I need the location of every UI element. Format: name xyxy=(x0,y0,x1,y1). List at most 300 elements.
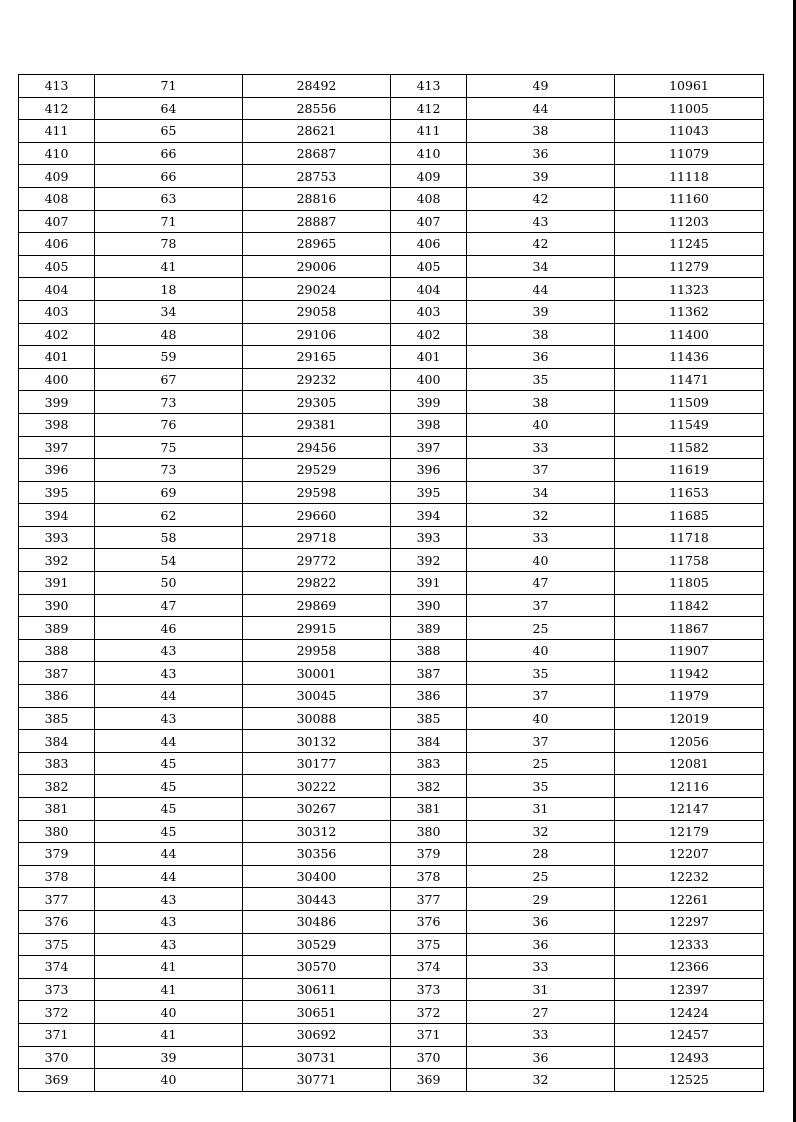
cell-score-b: 397 xyxy=(391,436,467,459)
cell-count-a: 58 xyxy=(95,526,243,549)
table-row xyxy=(19,300,764,323)
cell-count-b: 32 xyxy=(467,820,615,843)
cell-score-a: 384 xyxy=(19,730,95,753)
table-row xyxy=(19,572,764,595)
cell-count-b: 44 xyxy=(467,278,615,301)
cell-count-a: 59 xyxy=(95,346,243,369)
cell-score-a: 377 xyxy=(19,888,95,911)
cell-cumulative-b: 12397 xyxy=(615,978,764,1001)
cell-cumulative-b: 11685 xyxy=(615,504,764,527)
cell-cumulative-a: 29718 xyxy=(243,526,391,549)
cell-count-b: 38 xyxy=(467,391,615,414)
table-row xyxy=(19,1023,764,1046)
table-row xyxy=(19,1046,764,1069)
cell-score-b: 396 xyxy=(391,459,467,482)
cell-score-a: 407 xyxy=(19,210,95,233)
cell-cumulative-b: 11549 xyxy=(615,413,764,436)
cell-score-a: 408 xyxy=(19,187,95,210)
cell-score-a: 400 xyxy=(19,368,95,391)
cell-cumulative-b: 11203 xyxy=(615,210,764,233)
cell-cumulative-b: 12457 xyxy=(615,1023,764,1046)
table-row xyxy=(19,933,764,956)
cell-cumulative-b: 11160 xyxy=(615,187,764,210)
cell-cumulative-a: 30001 xyxy=(243,662,391,685)
cell-count-a: 48 xyxy=(95,323,243,346)
cell-count-a: 44 xyxy=(95,865,243,888)
cell-cumulative-b: 12297 xyxy=(615,910,764,933)
cell-cumulative-b: 11942 xyxy=(615,662,764,685)
cell-score-b: 402 xyxy=(391,323,467,346)
cell-count-a: 43 xyxy=(95,888,243,911)
cell-score-b: 394 xyxy=(391,504,467,527)
cell-score-a: 388 xyxy=(19,639,95,662)
cell-score-b: 411 xyxy=(391,120,467,143)
cell-cumulative-a: 29822 xyxy=(243,572,391,595)
cell-score-b: 404 xyxy=(391,278,467,301)
cell-score-b: 369 xyxy=(391,1069,467,1092)
cell-count-b: 36 xyxy=(467,1046,615,1069)
cell-cumulative-a: 30529 xyxy=(243,933,391,956)
cell-cumulative-a: 30771 xyxy=(243,1069,391,1092)
cell-cumulative-a: 29529 xyxy=(243,459,391,482)
cell-score-b: 410 xyxy=(391,142,467,165)
cell-score-b: 395 xyxy=(391,481,467,504)
cell-cumulative-a: 29915 xyxy=(243,617,391,640)
cell-cumulative-a: 30177 xyxy=(243,752,391,775)
cell-score-a: 376 xyxy=(19,910,95,933)
cell-count-a: 43 xyxy=(95,639,243,662)
cell-cumulative-a: 30267 xyxy=(243,798,391,821)
cell-count-b: 32 xyxy=(467,1069,615,1092)
cell-count-b: 39 xyxy=(467,300,615,323)
cell-score-b: 379 xyxy=(391,843,467,866)
cell-count-a: 43 xyxy=(95,910,243,933)
cell-count-b: 37 xyxy=(467,459,615,482)
cell-score-b: 375 xyxy=(391,933,467,956)
cell-cumulative-a: 30400 xyxy=(243,865,391,888)
cell-count-b: 35 xyxy=(467,368,615,391)
cell-cumulative-a: 28887 xyxy=(243,210,391,233)
cell-cumulative-a: 29058 xyxy=(243,300,391,323)
cell-count-b: 37 xyxy=(467,685,615,708)
cell-cumulative-a: 29165 xyxy=(243,346,391,369)
cell-count-a: 65 xyxy=(95,120,243,143)
cell-count-b: 39 xyxy=(467,165,615,188)
cell-count-b: 40 xyxy=(467,639,615,662)
cell-count-a: 66 xyxy=(95,142,243,165)
cell-cumulative-a: 29024 xyxy=(243,278,391,301)
cell-cumulative-b: 11619 xyxy=(615,459,764,482)
cell-score-a: 392 xyxy=(19,549,95,572)
cell-score-b: 405 xyxy=(391,255,467,278)
cell-count-b: 28 xyxy=(467,843,615,866)
cell-count-a: 45 xyxy=(95,798,243,821)
cell-count-a: 43 xyxy=(95,933,243,956)
cell-cumulative-b: 11436 xyxy=(615,346,764,369)
cell-score-a: 381 xyxy=(19,798,95,821)
cell-score-b: 381 xyxy=(391,798,467,821)
cell-count-a: 63 xyxy=(95,187,243,210)
cell-cumulative-a: 30651 xyxy=(243,1001,391,1024)
table-row xyxy=(19,843,764,866)
cell-cumulative-a: 30356 xyxy=(243,843,391,866)
cell-cumulative-b: 12179 xyxy=(615,820,764,843)
cell-cumulative-b: 11245 xyxy=(615,233,764,256)
table-row xyxy=(19,685,764,708)
table-row xyxy=(19,481,764,504)
cell-score-b: 376 xyxy=(391,910,467,933)
cell-score-b: 408 xyxy=(391,187,467,210)
cell-cumulative-a: 29660 xyxy=(243,504,391,527)
cell-cumulative-b: 11582 xyxy=(615,436,764,459)
table-row xyxy=(19,594,764,617)
table-row xyxy=(19,436,764,459)
cell-cumulative-b: 12525 xyxy=(615,1069,764,1092)
cell-score-b: 392 xyxy=(391,549,467,572)
cell-count-a: 54 xyxy=(95,549,243,572)
table-row xyxy=(19,142,764,165)
cell-count-a: 45 xyxy=(95,752,243,775)
cell-score-a: 385 xyxy=(19,707,95,730)
cell-count-a: 64 xyxy=(95,97,243,120)
cell-score-b: 389 xyxy=(391,617,467,640)
cell-cumulative-a: 30222 xyxy=(243,775,391,798)
cell-count-b: 44 xyxy=(467,97,615,120)
cell-count-b: 36 xyxy=(467,346,615,369)
cell-cumulative-b: 12207 xyxy=(615,843,764,866)
cell-cumulative-a: 29772 xyxy=(243,549,391,572)
cell-score-a: 390 xyxy=(19,594,95,617)
cell-score-a: 396 xyxy=(19,459,95,482)
cell-cumulative-b: 11043 xyxy=(615,120,764,143)
table-row xyxy=(19,120,764,143)
cell-score-b: 401 xyxy=(391,346,467,369)
cell-score-b: 382 xyxy=(391,775,467,798)
cell-score-b: 384 xyxy=(391,730,467,753)
cell-count-a: 44 xyxy=(95,685,243,708)
cell-count-a: 18 xyxy=(95,278,243,301)
cell-cumulative-a: 30486 xyxy=(243,910,391,933)
cell-count-b: 43 xyxy=(467,210,615,233)
cell-count-b: 38 xyxy=(467,323,615,346)
table-row xyxy=(19,413,764,436)
cell-score-a: 393 xyxy=(19,526,95,549)
table-body xyxy=(19,75,764,1092)
cell-cumulative-a: 30611 xyxy=(243,978,391,1001)
cell-score-a: 394 xyxy=(19,504,95,527)
cell-score-a: 409 xyxy=(19,165,95,188)
cell-count-b: 34 xyxy=(467,481,615,504)
cell-cumulative-a: 30731 xyxy=(243,1046,391,1069)
cell-score-b: 387 xyxy=(391,662,467,685)
cell-cumulative-a: 30132 xyxy=(243,730,391,753)
cell-score-a: 382 xyxy=(19,775,95,798)
cell-cumulative-b: 11279 xyxy=(615,255,764,278)
cell-cumulative-a: 29305 xyxy=(243,391,391,414)
cell-count-a: 39 xyxy=(95,1046,243,1069)
cell-score-b: 374 xyxy=(391,956,467,979)
cell-cumulative-b: 11118 xyxy=(615,165,764,188)
cell-cumulative-b: 11718 xyxy=(615,526,764,549)
cell-score-b: 370 xyxy=(391,1046,467,1069)
table-row xyxy=(19,865,764,888)
cell-score-a: 379 xyxy=(19,843,95,866)
table-row xyxy=(19,820,764,843)
cell-score-b: 412 xyxy=(391,97,467,120)
cell-count-a: 45 xyxy=(95,820,243,843)
cell-cumulative-a: 29232 xyxy=(243,368,391,391)
cell-cumulative-a: 30692 xyxy=(243,1023,391,1046)
cell-count-b: 34 xyxy=(467,255,615,278)
cell-score-b: 385 xyxy=(391,707,467,730)
cell-score-b: 399 xyxy=(391,391,467,414)
cell-score-b: 388 xyxy=(391,639,467,662)
cell-score-a: 413 xyxy=(19,75,95,98)
table-row xyxy=(19,978,764,1001)
cell-cumulative-b: 11867 xyxy=(615,617,764,640)
cell-count-b: 37 xyxy=(467,730,615,753)
table-row xyxy=(19,910,764,933)
cell-count-a: 40 xyxy=(95,1001,243,1024)
table-row xyxy=(19,278,764,301)
cell-count-a: 43 xyxy=(95,707,243,730)
cell-count-a: 41 xyxy=(95,956,243,979)
cell-count-b: 31 xyxy=(467,798,615,821)
cell-count-b: 35 xyxy=(467,775,615,798)
cell-score-a: 373 xyxy=(19,978,95,1001)
cell-cumulative-b: 11907 xyxy=(615,639,764,662)
cell-count-a: 40 xyxy=(95,1069,243,1092)
cell-cumulative-b: 11400 xyxy=(615,323,764,346)
score-distribution-table xyxy=(18,74,764,1092)
cell-count-b: 31 xyxy=(467,978,615,1001)
cell-cumulative-a: 30570 xyxy=(243,956,391,979)
cell-score-b: 390 xyxy=(391,594,467,617)
cell-count-a: 73 xyxy=(95,391,243,414)
table-row xyxy=(19,323,764,346)
cell-count-a: 50 xyxy=(95,572,243,595)
cell-cumulative-b: 11979 xyxy=(615,685,764,708)
cell-count-a: 78 xyxy=(95,233,243,256)
cell-cumulative-a: 29106 xyxy=(243,323,391,346)
cell-count-a: 43 xyxy=(95,662,243,685)
table-row xyxy=(19,888,764,911)
cell-count-a: 45 xyxy=(95,775,243,798)
cell-cumulative-a: 28687 xyxy=(243,142,391,165)
cell-count-a: 41 xyxy=(95,978,243,1001)
cell-score-a: 369 xyxy=(19,1069,95,1092)
cell-count-a: 76 xyxy=(95,413,243,436)
table-row xyxy=(19,504,764,527)
cell-cumulative-b: 11079 xyxy=(615,142,764,165)
cell-cumulative-b: 12056 xyxy=(615,730,764,753)
cell-count-b: 37 xyxy=(467,594,615,617)
cell-count-a: 73 xyxy=(95,459,243,482)
cell-score-a: 395 xyxy=(19,481,95,504)
cell-count-b: 42 xyxy=(467,187,615,210)
cell-score-a: 387 xyxy=(19,662,95,685)
cell-count-b: 40 xyxy=(467,707,615,730)
cell-count-b: 36 xyxy=(467,142,615,165)
cell-score-b: 407 xyxy=(391,210,467,233)
cell-cumulative-b: 12261 xyxy=(615,888,764,911)
cell-score-b: 372 xyxy=(391,1001,467,1024)
cell-score-a: 370 xyxy=(19,1046,95,1069)
table-row xyxy=(19,187,764,210)
table-row xyxy=(19,549,764,572)
cell-score-a: 391 xyxy=(19,572,95,595)
cell-cumulative-b: 11509 xyxy=(615,391,764,414)
cell-score-a: 412 xyxy=(19,97,95,120)
cell-score-a: 386 xyxy=(19,685,95,708)
table-row xyxy=(19,346,764,369)
cell-score-b: 373 xyxy=(391,978,467,1001)
cell-score-a: 383 xyxy=(19,752,95,775)
cell-count-a: 67 xyxy=(95,368,243,391)
cell-count-a: 44 xyxy=(95,843,243,866)
cell-score-b: 383 xyxy=(391,752,467,775)
cell-count-b: 27 xyxy=(467,1001,615,1024)
cell-score-b: 409 xyxy=(391,165,467,188)
cell-cumulative-a: 28753 xyxy=(243,165,391,188)
cell-cumulative-a: 28556 xyxy=(243,97,391,120)
cell-count-b: 33 xyxy=(467,436,615,459)
cell-score-a: 406 xyxy=(19,233,95,256)
table-row xyxy=(19,1069,764,1092)
cell-count-b: 33 xyxy=(467,1023,615,1046)
table-row xyxy=(19,233,764,256)
cell-score-a: 405 xyxy=(19,255,95,278)
cell-count-a: 62 xyxy=(95,504,243,527)
cell-cumulative-a: 30088 xyxy=(243,707,391,730)
cell-count-a: 69 xyxy=(95,481,243,504)
table-row xyxy=(19,526,764,549)
table-row xyxy=(19,775,764,798)
cell-cumulative-b: 11653 xyxy=(615,481,764,504)
cell-count-a: 47 xyxy=(95,594,243,617)
cell-cumulative-a: 29381 xyxy=(243,413,391,436)
cell-score-b: 406 xyxy=(391,233,467,256)
cell-cumulative-b: 11362 xyxy=(615,300,764,323)
cell-score-a: 411 xyxy=(19,120,95,143)
cell-score-b: 403 xyxy=(391,300,467,323)
cell-score-a: 402 xyxy=(19,323,95,346)
cell-score-b: 386 xyxy=(391,685,467,708)
cell-count-b: 36 xyxy=(467,910,615,933)
cell-score-b: 398 xyxy=(391,413,467,436)
cell-score-b: 391 xyxy=(391,572,467,595)
cell-cumulative-a: 29006 xyxy=(243,255,391,278)
cell-count-a: 44 xyxy=(95,730,243,753)
cell-count-a: 71 xyxy=(95,75,243,98)
cell-count-a: 71 xyxy=(95,210,243,233)
cell-cumulative-b: 11805 xyxy=(615,572,764,595)
cell-score-a: 389 xyxy=(19,617,95,640)
cell-count-b: 29 xyxy=(467,888,615,911)
cell-count-a: 41 xyxy=(95,255,243,278)
cell-cumulative-b: 12019 xyxy=(615,707,764,730)
cell-count-a: 46 xyxy=(95,617,243,640)
cell-score-b: 413 xyxy=(391,75,467,98)
cell-cumulative-b: 12081 xyxy=(615,752,764,775)
cell-count-a: 75 xyxy=(95,436,243,459)
cell-count-b: 33 xyxy=(467,526,615,549)
table-row xyxy=(19,255,764,278)
table-row xyxy=(19,75,764,98)
cell-cumulative-a: 30045 xyxy=(243,685,391,708)
cell-count-a: 66 xyxy=(95,165,243,188)
cell-count-b: 49 xyxy=(467,75,615,98)
table-row xyxy=(19,97,764,120)
cell-cumulative-a: 29869 xyxy=(243,594,391,617)
cell-score-a: 397 xyxy=(19,436,95,459)
table-row xyxy=(19,956,764,979)
table-row xyxy=(19,391,764,414)
cell-count-b: 40 xyxy=(467,549,615,572)
cell-count-b: 36 xyxy=(467,933,615,956)
cell-score-a: 380 xyxy=(19,820,95,843)
cell-score-a: 399 xyxy=(19,391,95,414)
cell-score-b: 371 xyxy=(391,1023,467,1046)
cell-count-b: 33 xyxy=(467,956,615,979)
cell-cumulative-a: 30443 xyxy=(243,888,391,911)
cell-count-b: 32 xyxy=(467,504,615,527)
cell-score-a: 371 xyxy=(19,1023,95,1046)
table-row xyxy=(19,1001,764,1024)
cell-score-a: 410 xyxy=(19,142,95,165)
cell-cumulative-b: 12116 xyxy=(615,775,764,798)
cell-score-a: 374 xyxy=(19,956,95,979)
cell-score-a: 403 xyxy=(19,300,95,323)
cell-score-a: 375 xyxy=(19,933,95,956)
cell-count-b: 25 xyxy=(467,865,615,888)
table-row xyxy=(19,730,764,753)
cell-score-a: 398 xyxy=(19,413,95,436)
table-row xyxy=(19,459,764,482)
table-row xyxy=(19,798,764,821)
cell-cumulative-b: 11758 xyxy=(615,549,764,572)
cell-cumulative-b: 12232 xyxy=(615,865,764,888)
cell-cumulative-b: 12424 xyxy=(615,1001,764,1024)
table-row xyxy=(19,368,764,391)
cell-count-b: 42 xyxy=(467,233,615,256)
table-row xyxy=(19,165,764,188)
table-row xyxy=(19,210,764,233)
table-row xyxy=(19,707,764,730)
cell-cumulative-b: 12493 xyxy=(615,1046,764,1069)
cell-cumulative-a: 28492 xyxy=(243,75,391,98)
cell-count-b: 47 xyxy=(467,572,615,595)
cell-count-b: 35 xyxy=(467,662,615,685)
cell-count-a: 41 xyxy=(95,1023,243,1046)
table-row xyxy=(19,617,764,640)
cell-count-b: 38 xyxy=(467,120,615,143)
cell-cumulative-b: 12366 xyxy=(615,956,764,979)
cell-cumulative-b: 12147 xyxy=(615,798,764,821)
table-row xyxy=(19,639,764,662)
cell-score-a: 372 xyxy=(19,1001,95,1024)
cell-cumulative-b: 11842 xyxy=(615,594,764,617)
cell-cumulative-a: 29958 xyxy=(243,639,391,662)
cell-cumulative-b: 11471 xyxy=(615,368,764,391)
cell-cumulative-a: 29598 xyxy=(243,481,391,504)
cell-score-b: 380 xyxy=(391,820,467,843)
cell-cumulative-a: 29456 xyxy=(243,436,391,459)
cell-count-b: 25 xyxy=(467,617,615,640)
table-row xyxy=(19,752,764,775)
cell-score-b: 400 xyxy=(391,368,467,391)
cell-count-a: 34 xyxy=(95,300,243,323)
